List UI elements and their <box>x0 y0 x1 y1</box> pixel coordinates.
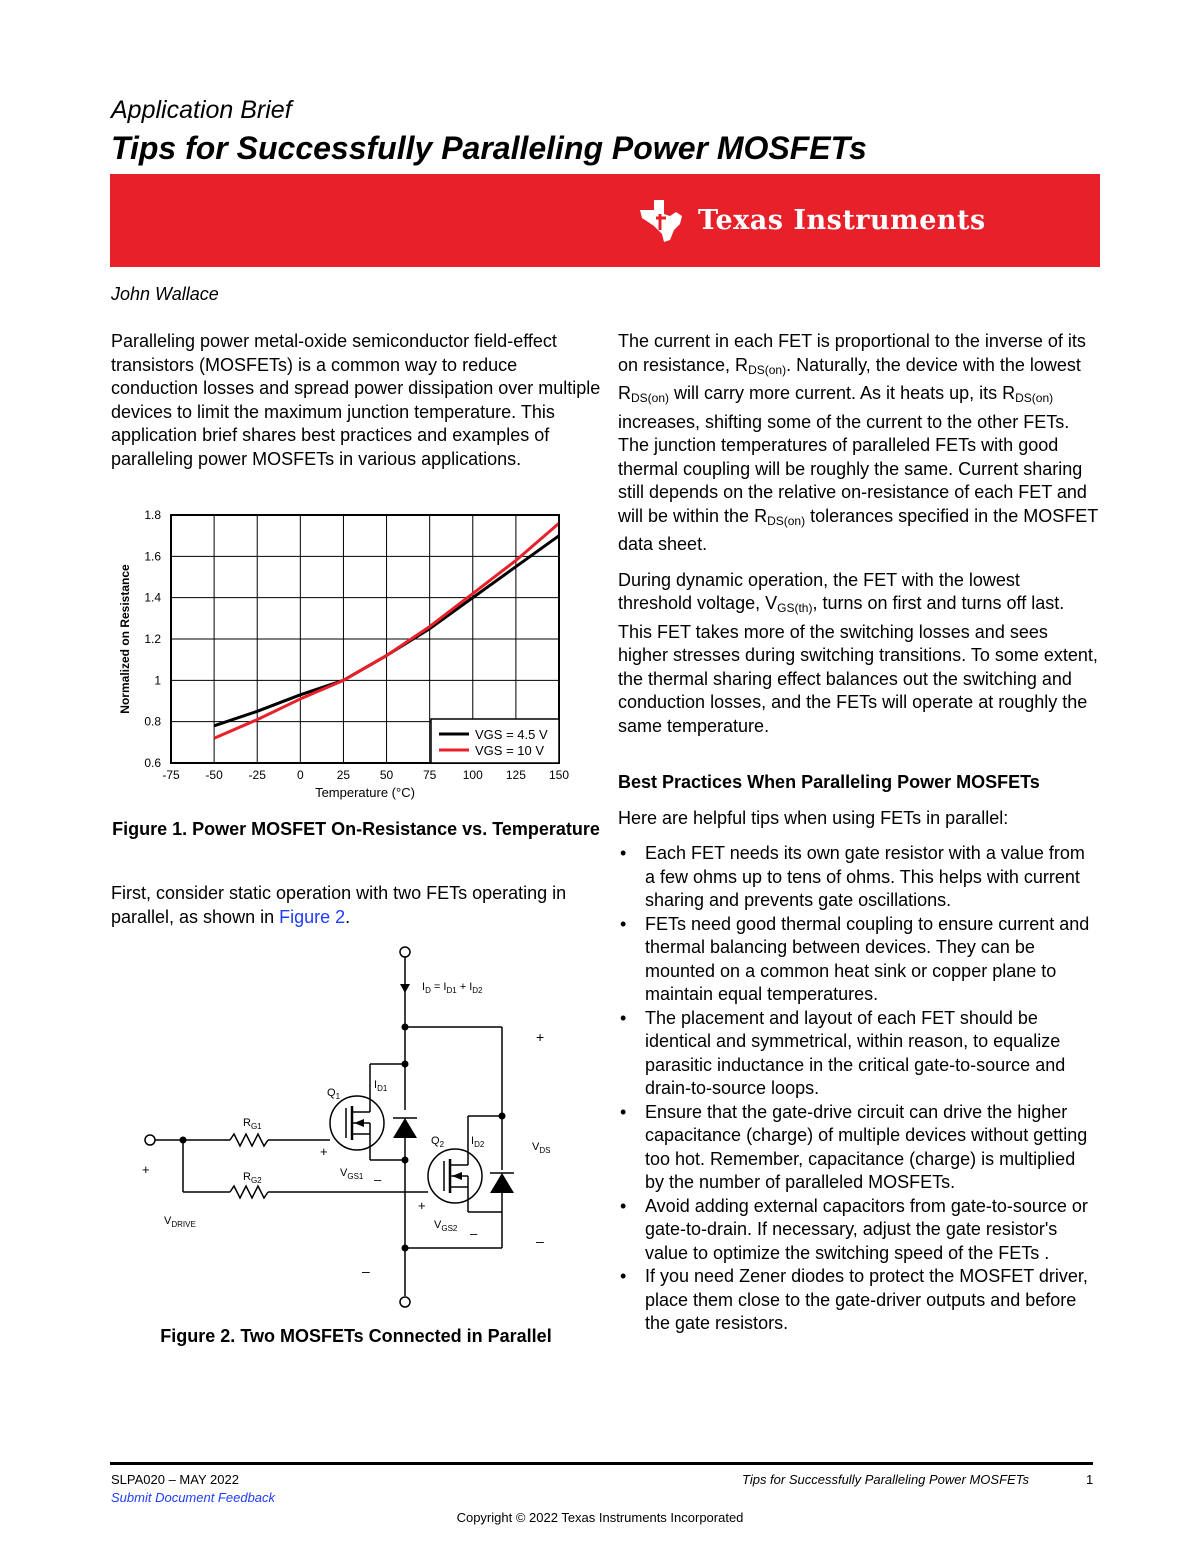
y-tick-label: 0.8 <box>144 714 161 729</box>
texas-state-logo-icon <box>636 196 688 244</box>
legend-label-1: VGS = 4.5 V <box>475 727 548 742</box>
y-tick-label: 1.6 <box>144 549 161 564</box>
copyright: Copyright © 2022 Texas Instruments Incorporated <box>456 1510 744 1525</box>
y-tick-label: 1.2 <box>144 632 161 646</box>
best-practices-intro: Here are helpful tips when using FETs in parallel: <box>618 808 1009 828</box>
list-item: • Each FET needs its own gate resistor with a value from a few ohms up to tens of ohms. This helps with current sharing and prevents gate oscillations. <box>620 843 1085 910</box>
tips-list <box>618 842 1098 1336</box>
x-tick-label: 0 <box>296 768 304 782</box>
svg-text:+: + <box>418 1198 426 1213</box>
chart-legend <box>431 719 559 763</box>
svg-text:Q2: $Q_2$ <box>431 1135 445 1149</box>
x-tick-label: 125 <box>505 768 526 782</box>
footer-divider <box>110 1462 1093 1465</box>
body-diode-2 <box>490 1173 514 1193</box>
svg-text:+: + <box>536 1029 545 1045</box>
ti-logo <box>636 195 1016 245</box>
intro-paragraph: Paralleling power metal-oxide semiconductor field-effect transistors (MOSFETs) is a common way to reduce conduction losses and spread power dissipation over multiple devices to limit the maximum junction temperature. This application brief shares best practices and examples of paralleling power MOSFETs in various applications. <box>111 331 601 469</box>
svg-text:–: – <box>362 1263 370 1279</box>
svg-text:–: – <box>470 1226 478 1241</box>
x-axis-label: Temperature (°C) <box>315 785 415 800</box>
rg1-resistor <box>230 1134 268 1146</box>
x-tick-label: 150 <box>548 768 570 782</box>
y-tick-label: 1 <box>154 673 161 688</box>
x-tick-label: -75 <box>162 768 180 782</box>
y-tick-label: 1.8 <box>144 508 161 522</box>
list-item: • If you need Zener diodes to protect the MOSFET driver, place them close to the gate-driver outputs and before the gate resistors. <box>620 1266 1088 1333</box>
x-tick-label: 50 <box>379 768 394 782</box>
brand-banner <box>110 174 1100 267</box>
submit-feedback-link[interactable]: Submit Document Feedback <box>111 1490 276 1505</box>
list-item: • The placement and layout of each FET should be identical and symmetrical, within reason, to equalize parasitic inductance in the critical gate-to-source and drain-to-source loops. <box>620 1007 1066 1098</box>
logo-wordmark: Texas Instruments <box>698 204 986 236</box>
y-axis-label: Normalized on Resistance <box>118 564 132 714</box>
svg-text:RG2: $R_{G2}$ <box>243 1171 262 1185</box>
current-arrow <box>400 984 410 993</box>
svg-text:VGS2: $V_{GS2}$ <box>434 1219 458 1233</box>
legend-label-2: VGS = 10 V <box>475 743 545 758</box>
svg-text:VDS: $V_{DS}$ <box>532 1141 551 1155</box>
svg-text:ID = ID1 + ID2: $I_D = I_{D1} + I_{D2}$ <box>422 981 483 995</box>
document-title: Tips for Successfully Paralleling Power MOSFETs <box>111 130 867 166</box>
right-column <box>618 330 1098 750</box>
svg-text:ID2: $I_{D2}$ <box>471 1135 485 1149</box>
x-tick-label: 25 <box>336 768 351 782</box>
svg-text:VGS1: $V_{GS1}$ <box>340 1167 364 1181</box>
footer-title: Tips for Successfully Paralleling Power MOSFETs <box>742 1472 1029 1487</box>
rdson-temperature-chart <box>111 505 581 805</box>
list-item: • Ensure that the gate-drive circuit can drive the higher capacitance (charge) of multiple devices without getting too hot. Remember, capacitance (charge) is multiplied by the number of paralleled MOSFETs. <box>620 1101 1088 1192</box>
figure-2-link[interactable]: Figure 2 <box>279 906 346 927</box>
best-practices-heading: Best Practices When Paralleling Power MOSFETs <box>618 772 1040 792</box>
body-diode-1 <box>393 1118 417 1138</box>
bottom-terminal <box>400 1297 410 1307</box>
y-tick-label: 0.6 <box>144 756 161 770</box>
current-sharing-paragraph: The current in each FET is proportional to the inverse of its on resistance, $R_{DS(on)}$. Naturally, the device with the lowest $R_{DS(on)}$ will carry more current. As it heats up, its $R_{DS(on)}$ increases, shifting some of the current to the other FETs. The junction temperatures of paralleled FETs with good thermal coupling will be roughly the same. Current sharing still depends on the relative on-resistance of each FET and will be within the $R_{DS(on)}$ tolerances specified in the MOSFET data sheet. <box>618 331 1098 554</box>
top-terminal <box>400 947 410 957</box>
list-item: • FETs need good thermal coupling to ensure current and thermal balancing between devices. They can be mounted on a common heat sink or copper plane to maintain equal temperatures. <box>620 913 1090 1004</box>
document-type: Application Brief <box>111 96 292 124</box>
rg2-resistor <box>230 1186 268 1198</box>
static-operation-paragraph: First, consider static operation with two FETs operating in parallel, as shown in Figure 2. <box>111 883 567 927</box>
drive-terminal <box>145 1135 155 1145</box>
x-tick-label: -25 <box>248 768 266 782</box>
x-tick-label: 75 <box>422 768 437 782</box>
svg-text:VDRIVE: $V_{DRIVE}$ <box>164 1215 196 1229</box>
list-item: • Avoid adding external capacitors from gate-to-source or gate-to-drain. If necessary, adjust the gate resistor's value to optimize the switching speed of the FETs . <box>620 1195 1088 1263</box>
parallel-mosfet-schematic <box>130 940 580 1310</box>
svg-text:ID1: $I_{D1}$ <box>374 1079 388 1093</box>
document-id: SLPA020 – MAY 2022 <box>111 1472 239 1487</box>
figure-1-caption: Figure 1. Power MOSFET On-Resistance vs. Temperature <box>112 819 600 839</box>
author: John Wallace <box>111 284 219 304</box>
svg-text:+: + <box>142 1162 150 1177</box>
x-tick-label: 100 <box>462 768 483 782</box>
y-tick-label: 1.4 <box>144 590 161 605</box>
figure-2-caption: Figure 2. Two MOSFETs Connected in Parallel <box>160 1326 552 1346</box>
x-tick-label: -50 <box>205 768 223 782</box>
svg-text:–: – <box>374 1172 382 1187</box>
page-number: 1 <box>1086 1472 1094 1487</box>
svg-text:RG1: $R_{G1}$ <box>243 1117 262 1131</box>
svg-text:Q1: $Q_1$ <box>327 1087 341 1101</box>
svg-text:+: + <box>320 1144 328 1159</box>
dynamic-operation-paragraph: During dynamic operation, the FET with the lowest threshold voltage, $V_{GS(th)}$, turns on first and turns off last. This FET takes more of the switching losses and sees higher stresses during switching transitions. To some extent, the thermal sharing effect balances out the switching and conduction losses, and the FETs will operate at roughly the same temperature. <box>618 569 1098 736</box>
svg-text:–: – <box>536 1233 544 1249</box>
